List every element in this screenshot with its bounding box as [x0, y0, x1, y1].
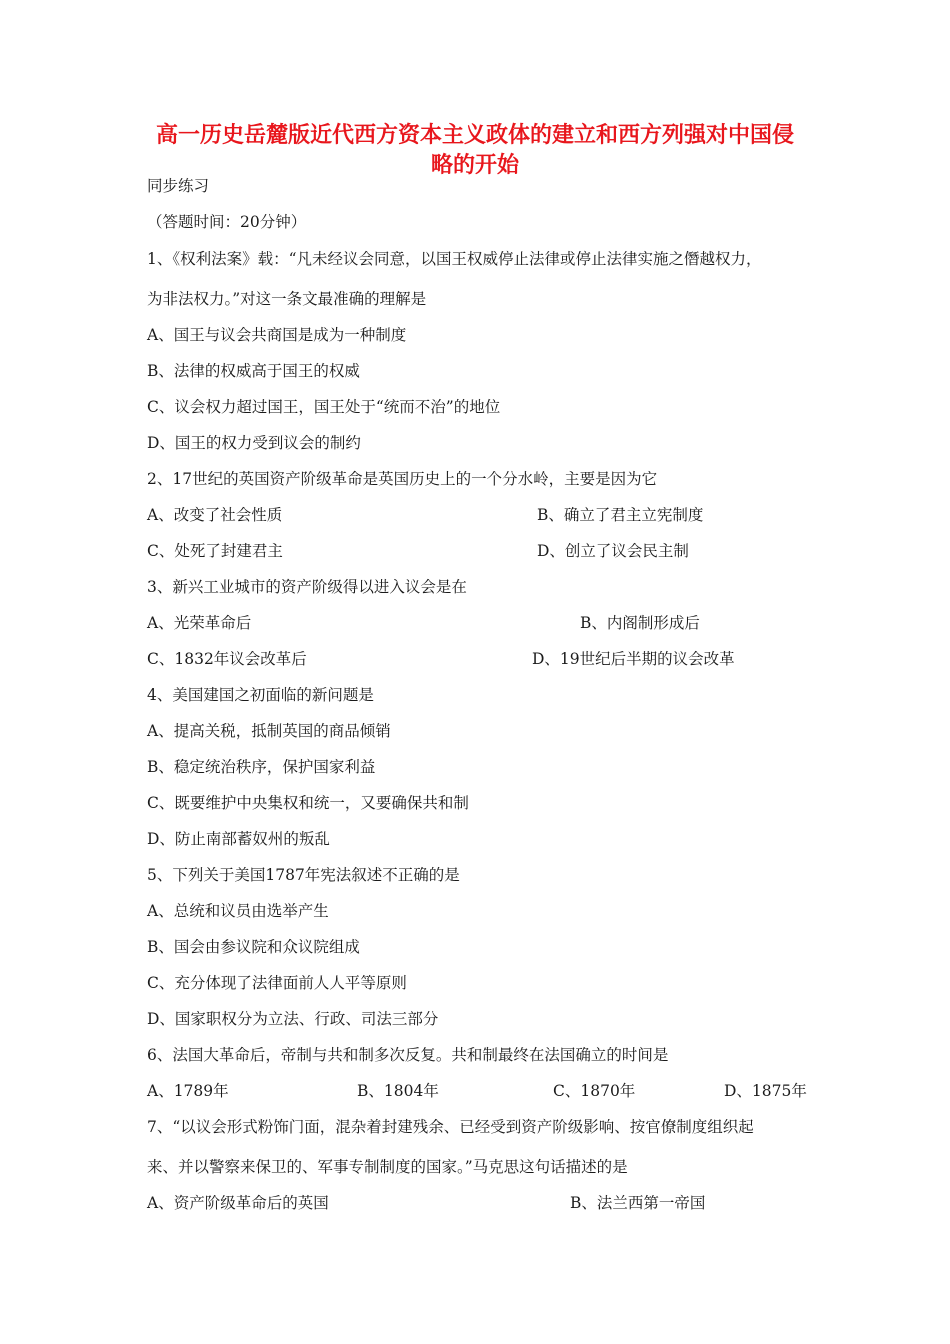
- question-6-option-d: D、1875年: [724, 1082, 807, 1100]
- question-7-stem-line-2: 来、并以警察来保卫的、军事专制制度的国家。”马克思这句话描述的是: [147, 1158, 628, 1176]
- question-6-option-b: B、1804年: [357, 1082, 439, 1100]
- question-5-option-d: D、国家职权分为立法、行政、司法三部分: [147, 1010, 439, 1028]
- question-5-option-a: A、总统和议员由选举产生: [147, 902, 329, 920]
- question-6-stem: 6、法国大革命后，帝制与共和制多次反复。共和制最终在法国确立的时间是: [147, 1046, 669, 1064]
- question-4-option-c: C、既要维护中央集权和统一，又要确保共和制: [147, 794, 469, 812]
- subtitle: 同步练习: [147, 177, 210, 195]
- title-line-1: 高一历史岳麓版近代西方资本主义政体的建立和西方列强对中国侵: [155, 123, 794, 148]
- question-1-option-d: D、国王的权力受到议会的制约: [147, 434, 361, 452]
- question-1-stem-line-1: 1、《权利法案》载：“凡未经议会同意，以国王权威停止法律或停止法律实施之僭越权力，: [147, 250, 762, 268]
- question-7-stem-line-1: 7、“以议会形式粉饰门面，混杂着封建残余、已经受到资产阶级影响、按官僚制度组织起: [147, 1118, 754, 1136]
- question-3-option-d: D、19世纪后半期的议会改革: [532, 650, 735, 668]
- question-1-stem-line-2: 为非法权力。”对这一条文最准确的理解是: [147, 290, 427, 308]
- question-2-stem: 2、17世纪的英国资产阶级革命是英国历史上的一个分水岭，主要是因为它: [147, 470, 658, 488]
- question-3-option-a: A、光荣革命后: [147, 614, 252, 632]
- title-line-2: 略的开始: [430, 153, 519, 178]
- question-3-stem: 3、新兴工业城市的资产阶级得以进入议会是在: [147, 578, 467, 596]
- question-2-option-a: A、改变了社会性质: [147, 506, 283, 524]
- question-2-option-d: D、创立了议会民主制: [537, 542, 689, 560]
- question-1-option-b: B、法律的权威高于国王的权威: [147, 362, 360, 380]
- question-5-option-c: C、充分体现了法律面前人人平等原则: [147, 974, 407, 992]
- question-1-option-a: A、国王与议会共商国是成为一种制度: [147, 326, 407, 344]
- question-2-option-b: B、确立了君主立宪制度: [537, 506, 704, 524]
- question-4-option-d: D、防止南部蓄奴州的叛乱: [147, 830, 330, 848]
- question-2-option-c: C、处死了封建君主: [147, 542, 283, 560]
- question-7-option-b: B、法兰西第一帝国: [570, 1194, 706, 1212]
- question-6-option-c: C、1870年: [553, 1082, 636, 1100]
- time-note: （答题时间：20分钟）: [147, 213, 307, 231]
- question-5-option-b: B、国会由参议院和众议院组成: [147, 938, 360, 956]
- question-4-option-a: A、提高关税，抵制英国的商品倾销: [147, 722, 391, 740]
- question-3-option-c: C、1832年议会改革后: [147, 650, 307, 668]
- question-5-stem: 5、下列关于美国1787年宪法叙述不正确的是: [147, 866, 460, 884]
- question-3-option-b: B、内阁制形成后: [580, 614, 700, 632]
- question-7-option-a: A、资产阶级革命后的英国: [147, 1194, 329, 1212]
- question-1-option-c: C、议会权力超过国王，国王处于“统而不治”的地位: [147, 398, 501, 416]
- question-4-stem: 4、美国建国之初面临的新问题是: [147, 686, 374, 704]
- question-4-option-b: B、稳定统治秩序，保护国家利益: [147, 758, 376, 776]
- document-title: [0, 121, 950, 181]
- question-6-option-a: A、1789年: [147, 1082, 229, 1100]
